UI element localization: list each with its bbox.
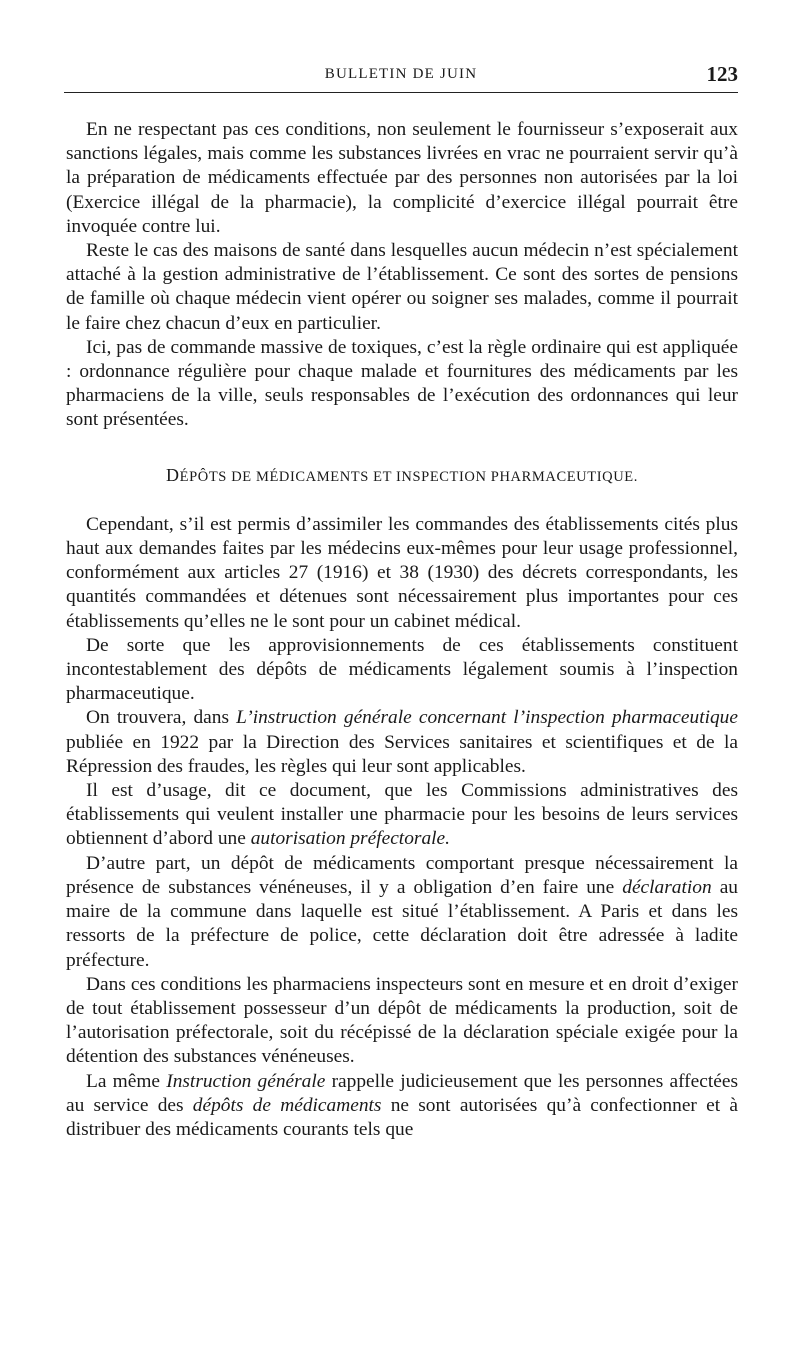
text-run: rappelle judicieusement que les personnes affectées au service des [66, 1070, 738, 1116]
paragraph-commande: Ici, pas de commande massive de toxiques, c’est la règle ordinaire qui est appliquée : ordonnance régulière pour chaque malade et fournitures des médicaments par les pharmaciens de la ville, seuls responsables de l’exécution des ordonnances qui leur sont présentées. [66, 336, 738, 431]
italic-term: dépôts de médicaments [192, 1094, 382, 1116]
text-run: publiée en 1922 par la Direction des Services sanitaires et scientifiques et de la Répression des fraudes, les règles qui leur sont applicables. [66, 731, 738, 777]
text-run: au maire de la commune dans laquelle est situé l’établissement. A Paris et dans les ressorts de la préfecture de police, cette déclaration doit être adressée à ladite préfecture. [66, 876, 738, 971]
section-heading-rest: ÉPÔTS DE MÉDICAMENTS ET INSPECTION PHARMACEUTIQUE. [179, 468, 638, 485]
paragraph-conditions: En ne respectant pas ces conditions, non seulement le fournisseur s’exposerait aux sanctions légales, mais comme les substances livrées en vrac ne pourraient servir qu’à la préparation de médicaments effectuée par des personnes non autorisées par la loi (Exercice illégal de la pharmacie), la complicité d’exercice illégal pourrait être invoquée contre lui. [66, 119, 738, 237]
section-heading [66, 463, 738, 489]
paragraph-personnes [66, 1070, 738, 1143]
paragraph-declaration [66, 852, 738, 973]
italic-title: Instruction générale [166, 1070, 326, 1092]
text-run: La même [86, 1070, 167, 1092]
paragraph-usage [66, 779, 738, 852]
paragraph-inspecteurs: Dans ces conditions les pharmaciens inspecteurs sont en mesure et en droit d’exiger de tout établissement possesseur d’un dépôt de médicaments la production, soit de l’autorisation préfectorale, soit du récépissé de la déclaration spéciale exigée pour la détention des substances vénéneuses. [66, 973, 738, 1068]
text-run: On trouvera, dans [86, 707, 237, 729]
page-number: 123 [706, 62, 738, 86]
section-heading-initial: D [166, 464, 180, 485]
paragraph-cependant: Cependant, s’il est permis d’assimiler les commandes des établissements cités plus haut aux demandes faites par les médecins eux-mêmes pour leur usage professionnel, conformément aux articles 27 (1916) et 38 (1930) des décrets correspondants, les quantités commandées et détenues sont nécessairement plus importantes pour ces établissements qu’elles ne le sont pour un cabinet médical. [66, 513, 738, 632]
text-run: Il est d’usage, dit ce document, que les Commissions administratives des établissements qui veulent installer une pharmacie pour les besoins de leurs services obtiennent d’abord une [66, 780, 738, 850]
paragraph-instruction [66, 706, 738, 779]
running-header [64, 62, 738, 93]
paragraph-maisons-de-sante: Reste le cas des maisons de santé dans lesquelles aucun médecin n’est spécialement attaché à la gestion administrative de l’établissement. Ce sont des sortes de pensions de famille où chaque médecin vient opérer ou soigner ses malades, comme il pourrait le faire chez chacun d’eux en particulier. [66, 240, 738, 334]
text-run: ne sont autorisées qu’à confectionner et à distribuer des médicaments courants tels que [66, 1094, 738, 1140]
italic-title: L’instruction générale concernant l’inspection pharmaceutique [236, 707, 738, 729]
text-run: D’autre part, un dépôt de médicaments comportant presque nécessairement la présence de substances vénéneuses, il y a obligation d’en faire une [66, 852, 738, 898]
paragraph-approvisionnements: De sorte que les approvisionnements de ces établissements constituent incontestablement des dépôts de médicaments légalement soumis à l’inspection pharmaceutique. [66, 634, 738, 705]
body-text [66, 118, 738, 1142]
italic-term: autorisation préfectorale. [250, 828, 450, 850]
running-title: BULLETIN DE JUIN [324, 66, 478, 82]
italic-term: déclaration [622, 876, 712, 898]
